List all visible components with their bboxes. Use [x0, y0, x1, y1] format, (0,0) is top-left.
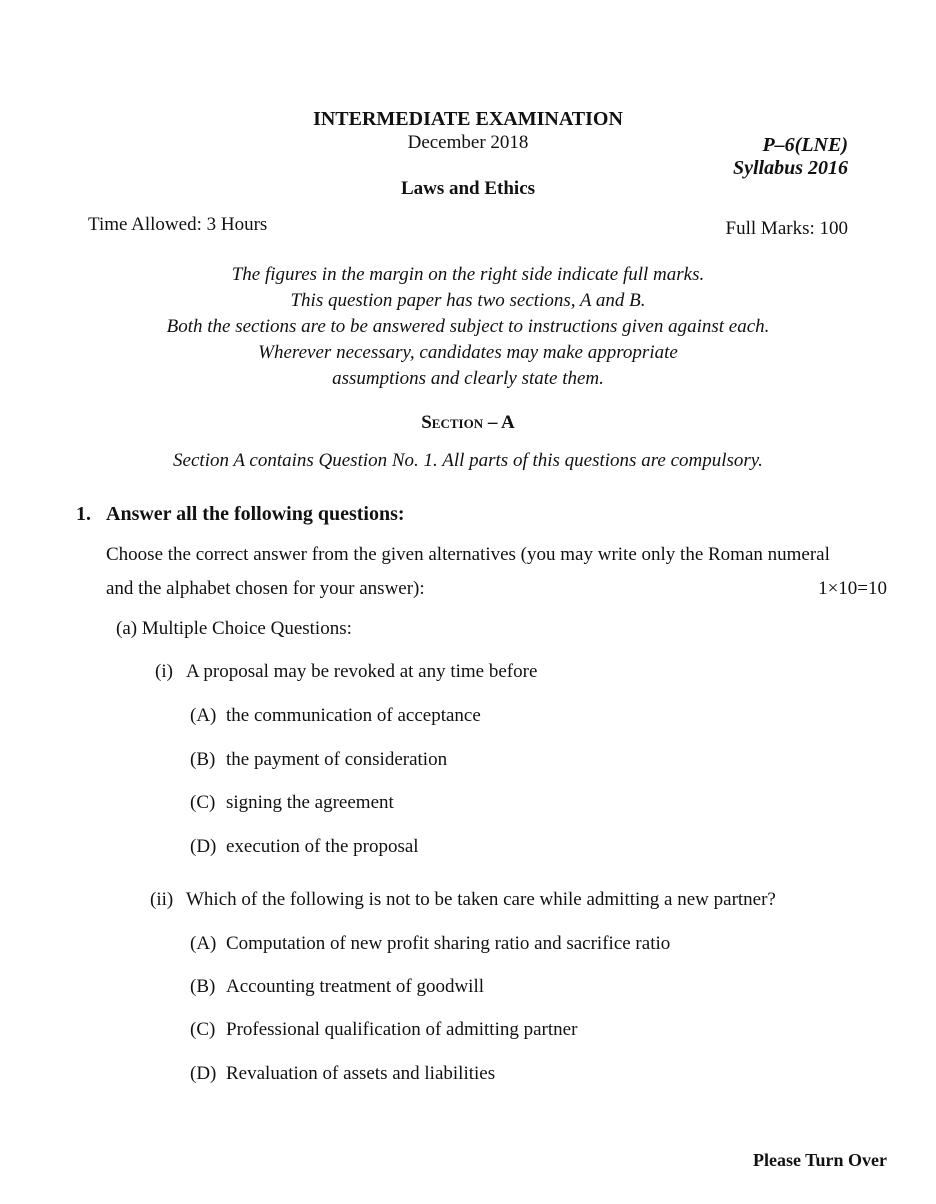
question-marks: 1×10=10: [818, 578, 887, 599]
mcq-option-text: Computation of new profit sharing ratio and sacrifice ratio: [226, 933, 671, 954]
mcq-question-label: (i): [155, 661, 173, 682]
paper-code: P–6(LNE): [762, 134, 848, 156]
mcq-option-text: Accounting treatment of goodwill: [226, 976, 485, 997]
mcq-option-label: (D): [190, 836, 217, 857]
instruction-line: assumptions and clearly state them.: [332, 368, 604, 389]
mcq-question-text: Which of the following is not to be taken care while admitting a new partner?: [186, 889, 776, 910]
mcq-question-text: A proposal may be revoked at any time before: [186, 661, 538, 682]
question-instruction: and the alphabet chosen for your answer):: [106, 578, 425, 599]
mcq-option-text: Professional qualification of admitting partner: [226, 1019, 578, 1040]
mcq-option-label: (B): [190, 749, 216, 770]
mcq-option: [190, 836, 419, 858]
question-number: 1.: [76, 503, 91, 525]
mcq-question: [150, 889, 776, 911]
full-marks: Full Marks: 100: [725, 218, 848, 239]
mcq-option-label: (D): [190, 1063, 217, 1084]
mcq-option-label: (B): [190, 976, 216, 997]
question-instruction: Choose the correct answer from the given alternatives (you may write only the Roman numeral: [106, 544, 830, 565]
section-heading: Section – A: [421, 412, 515, 433]
instruction-line: Wherever necessary, candidates may make appropriate: [258, 342, 678, 363]
mcq-option: [190, 749, 447, 771]
syllabus-year: Syllabus 2016: [732, 157, 848, 179]
instruction-line: The figures in the margin on the right side indicate full marks.: [231, 264, 705, 285]
mcq-option-text: Revaluation of assets and liabilities: [226, 1063, 496, 1084]
mcq-question-label: (ii): [150, 889, 174, 910]
mcq-option: [190, 792, 394, 814]
mcq-option: [190, 705, 481, 727]
exam-date: December 2018: [407, 132, 529, 153]
subject-title: Laws and Ethics: [400, 178, 536, 199]
mcq-option-label: (C): [190, 1019, 216, 1040]
mcq-option-label: (A): [190, 705, 217, 726]
mcq-question: [155, 661, 537, 683]
mcq-option-text: the communication of acceptance: [226, 705, 481, 726]
mcq-option: [190, 933, 670, 955]
mcq-option-label: (C): [190, 792, 216, 813]
mcq-option: [190, 976, 484, 998]
mcq-option-text: execution of the proposal: [226, 836, 419, 857]
question-title: Answer all the following questions:: [106, 503, 405, 525]
instruction-line: This question paper has two sections, A and B.: [290, 290, 646, 311]
mcq-option: [190, 1019, 577, 1041]
instruction-line: Both the sections are to be answered subject to instructions given against each.: [166, 316, 770, 337]
time-allowed: Time Allowed: 3 Hours: [88, 214, 268, 235]
page-footer: Please Turn Over: [753, 1150, 887, 1170]
exam-title: INTERMEDIATE EXAMINATION: [313, 108, 623, 130]
mcq-option-label: (A): [190, 933, 217, 954]
part-heading: (a) Multiple Choice Questions:: [116, 618, 352, 639]
mcq-option-text: signing the agreement: [226, 792, 394, 813]
section-note: Section A contains Question No. 1. All parts of this questions are compulsory.: [173, 450, 763, 471]
mcq-option: [190, 1063, 495, 1085]
mcq-option-text: the payment of consideration: [226, 749, 448, 770]
